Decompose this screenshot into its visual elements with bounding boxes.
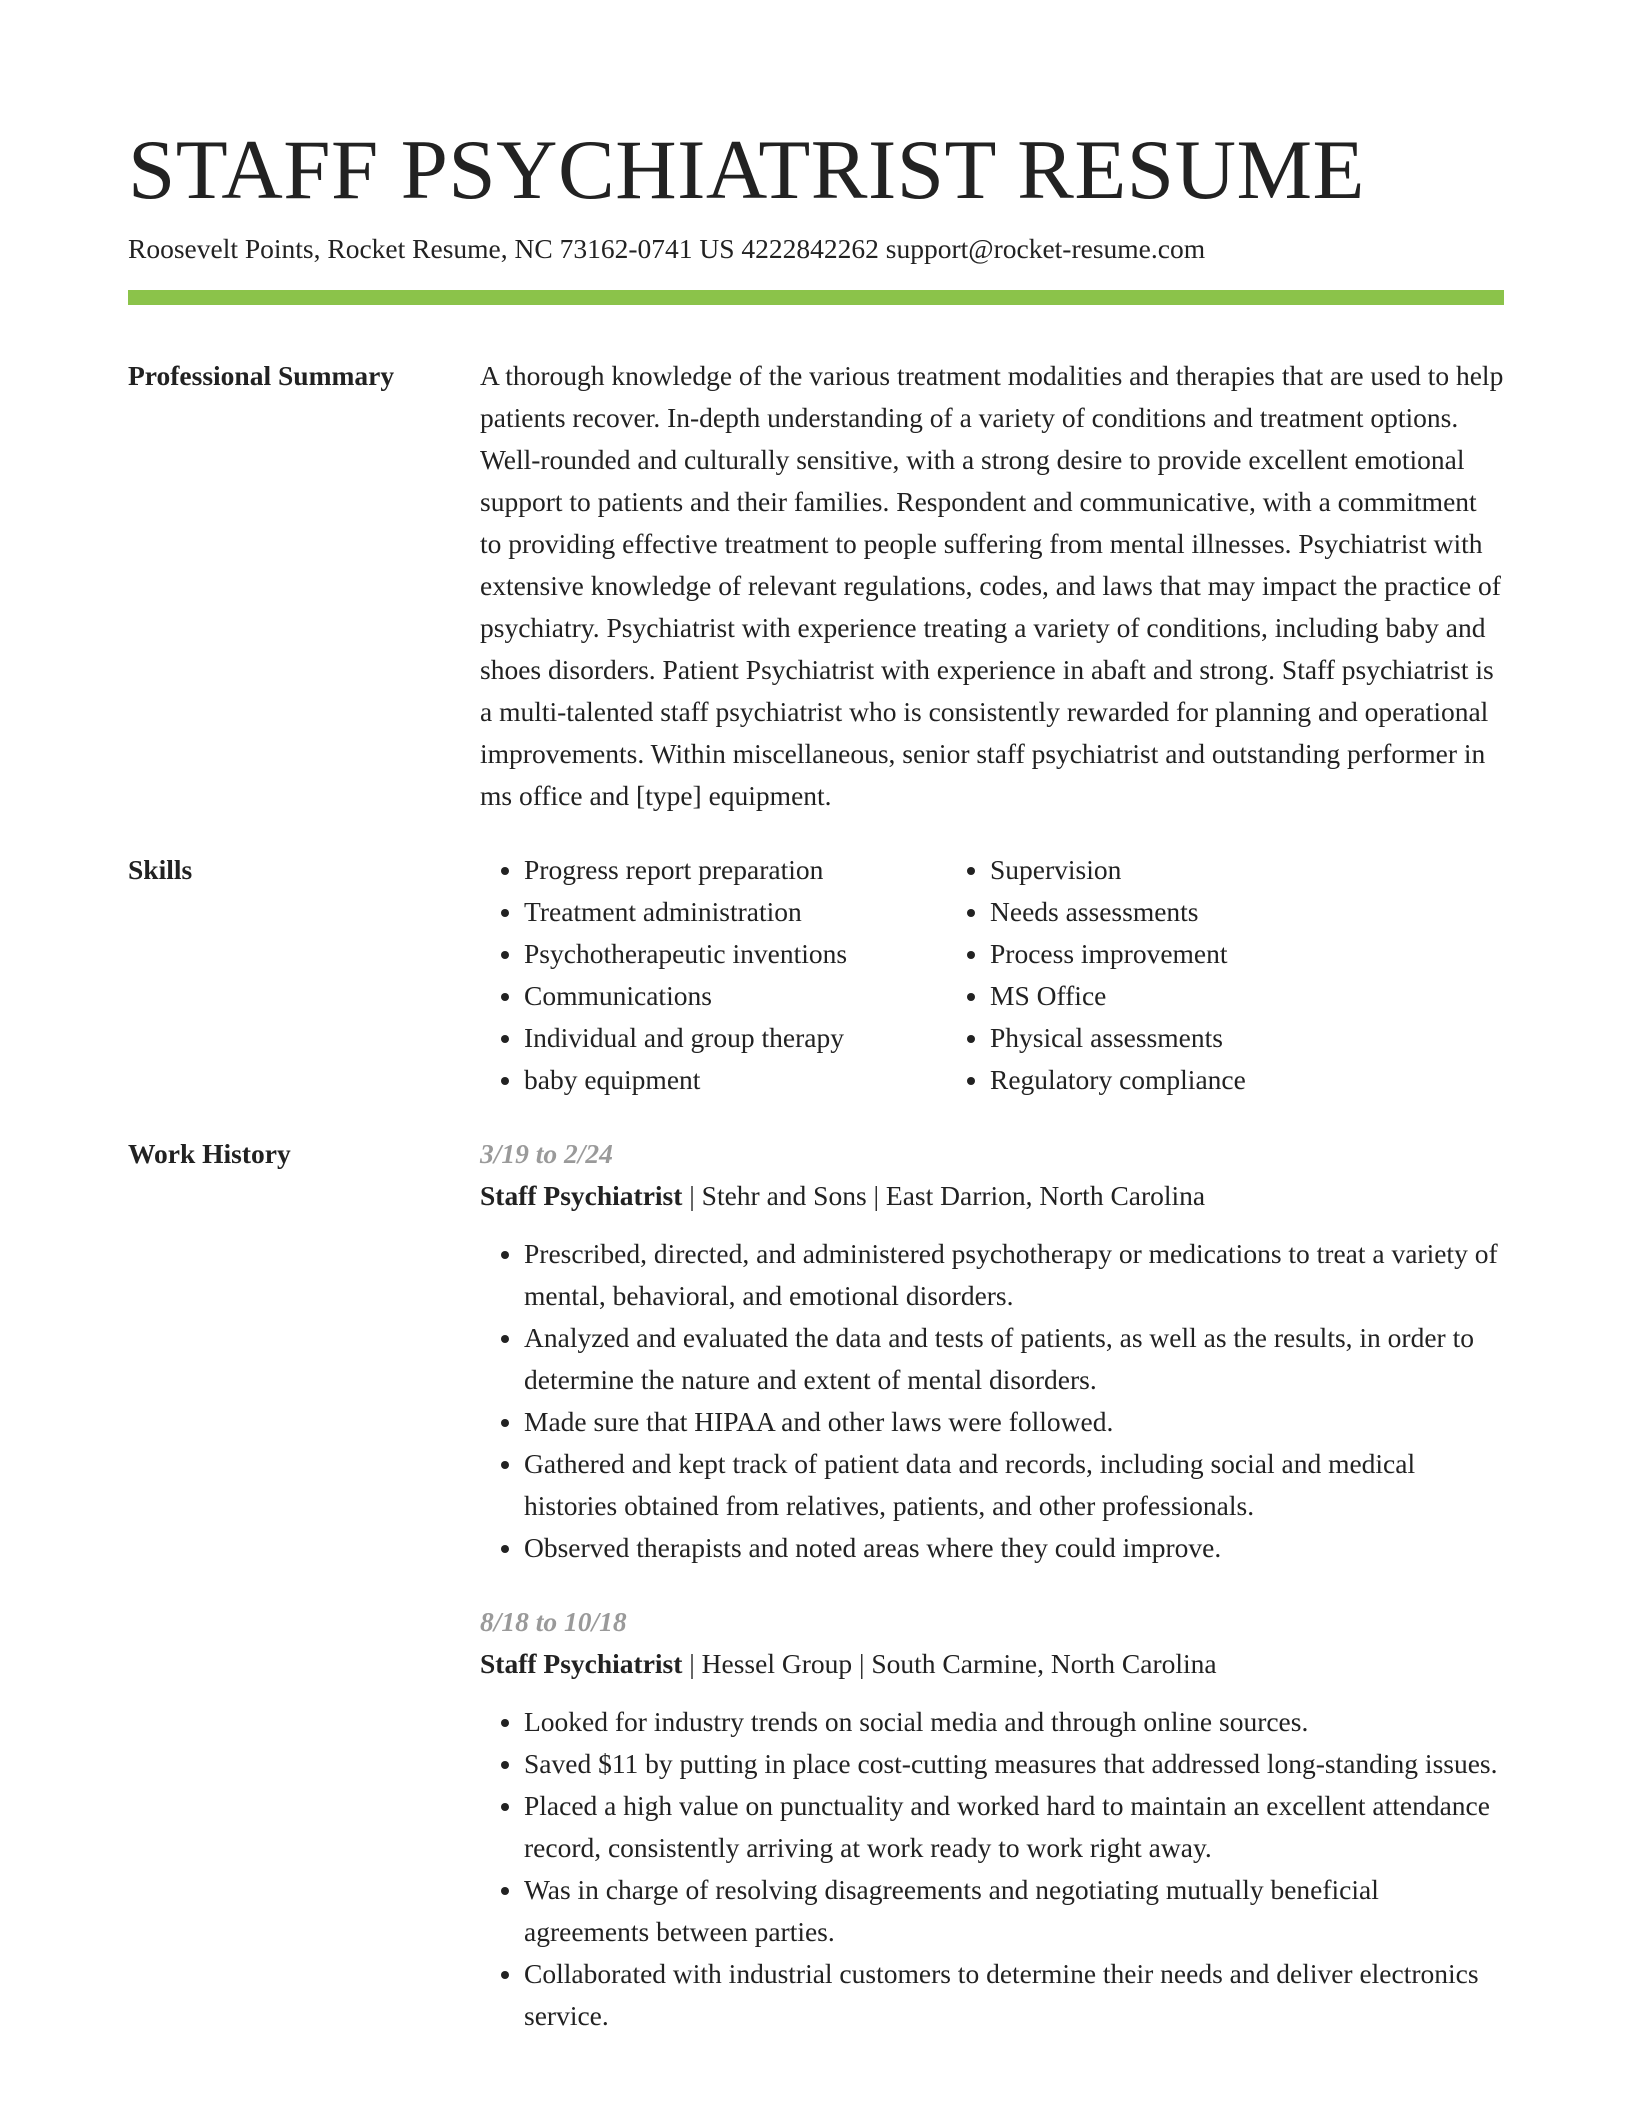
job-dates: 8/18 to 10/18 (480, 1606, 627, 1637)
skill-item: • MS Office (990, 975, 1500, 1017)
skills-grid (480, 849, 1504, 1101)
skill-item: • Psychotherapeutic inventions (524, 933, 940, 975)
job-duties (480, 1701, 1504, 2037)
job-duty-item: • Collaborated with industrial customers to determine their needs and deliver electronics service. (524, 1953, 1504, 2037)
contact-info: Roosevelt Points, Rocket Resume, NC 73162-0741 US 4222842262 support@rocket-resume.com (128, 233, 1206, 264)
skill-item: • Process improvement (990, 933, 1500, 975)
skill-item: • Physical assessments (990, 1017, 1500, 1059)
job-duty-item: • Placed a high value on punctuality and worked hard to maintain an excellent attendance record, consistently arriving at work ready to work right away. (524, 1785, 1504, 1869)
job-title: Staff Psychiatrist (480, 1648, 683, 1679)
section-heading-skills: Skills (128, 854, 193, 885)
work-history-body (480, 1133, 1504, 2037)
professional-summary-section (128, 355, 1504, 817)
job-duty-item: • Looked for industry trends on social media and through online sources. (524, 1701, 1504, 1743)
skill-item: • Communications (524, 975, 940, 1017)
job-duty-item: • Made sure that HIPAA and other laws were followed. (524, 1401, 1504, 1443)
summary-text: A thorough knowledge of the various treatment modalities and therapies that are used to help patients recover. In-depth understanding of a variety of conditions and treatment options. Well-rounded and culturally sensitive, with a strong desire to provide excellent emotional support to patients and their families. Respondent and communicative, with a commitment to providing effective treatment to people suffering from mental illnesses. Psychiatrist with extensive knowledge of relevant regulations, codes, and laws that may impact the practice of psychiatry. Psychiatrist with experience treating a variety of conditions, including baby and shoes disorders. Patient Psychiatrist with experience in abaft and strong. Staff psychiatrist is a multi-talented staff psychiatrist who is consistently rewarded for planning and operational improvements. Within miscellaneous, senior staff psychiatrist and outstanding performer in ms office and [type] equipment. (480, 360, 1504, 811)
summary-body (480, 355, 1504, 817)
skill-item: • Regulatory compliance (990, 1059, 1500, 1101)
job-header (480, 1643, 1504, 1685)
resume-title: STAFF PSYCHIATRIST RESUME (128, 123, 1365, 217)
job-header (480, 1175, 1504, 1217)
job-duty-item: • Gathered and kept track of patient data and records, including social and medical histories obtained from relatives, patients, and other professionals. (524, 1443, 1504, 1527)
job-duties (480, 1233, 1504, 1569)
skills-column-right (940, 849, 1500, 1101)
job-duty-item: • Saved $11 by putting in place cost-cutting measures that addressed long-standing issues. (524, 1743, 1504, 1785)
skills-column-left (480, 849, 940, 1101)
job-duty-item: • Prescribed, directed, and administered psychotherapy or medications to treat a variety of mental, behavioral, and emotional disorders. (524, 1233, 1504, 1317)
skill-item: • Supervision (990, 849, 1500, 891)
job-entry (480, 1133, 1504, 1569)
job-company-location: | Stehr and Sons | East Darrion, North Carolina (682, 1180, 1206, 1211)
job-duty-item: • Analyzed and evaluated the data and tests of patients, as well as the results, in order to determine the nature and extent of mental disorders. (524, 1317, 1504, 1401)
skill-item: • baby equipment (524, 1059, 940, 1101)
skills-section (128, 849, 1504, 1101)
job-duty-item: • Observed therapists and noted areas where they could improve. (524, 1527, 1504, 1569)
job-entry (480, 1601, 1504, 2037)
skill-item: • Treatment administration (524, 891, 940, 933)
job-title: Staff Psychiatrist (480, 1180, 683, 1211)
section-heading-work-history: Work History (128, 1138, 291, 1169)
skill-item: • Progress report preparation (524, 849, 940, 891)
header-divider (128, 290, 1504, 305)
work-history-section (128, 1133, 1504, 2037)
resume-page (128, 0, 1504, 2037)
skill-item: • Individual and group therapy (524, 1017, 940, 1059)
job-dates: 3/19 to 2/24 (480, 1138, 613, 1169)
section-heading-summary: Professional Summary (128, 360, 395, 391)
skill-item: • Needs assessments (990, 891, 1500, 933)
job-duty-item: • Was in charge of resolving disagreements and negotiating mutually beneficial agreements between parties. (524, 1869, 1504, 1953)
job-company-location: | Hessel Group | South Carmine, North Carolina (682, 1648, 1217, 1679)
